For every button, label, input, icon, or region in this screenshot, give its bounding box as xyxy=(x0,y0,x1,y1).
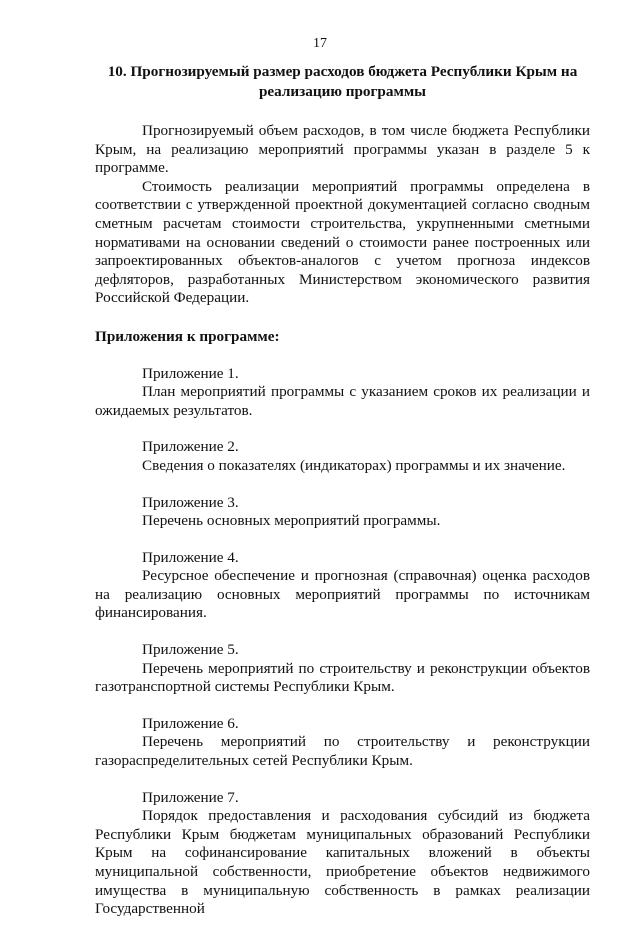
page-number: 17 xyxy=(313,36,327,51)
appendix-item-3 xyxy=(95,494,590,531)
appendix-item-6 xyxy=(95,715,590,771)
appendix-title: Приложение 6. xyxy=(142,714,239,732)
paragraph-expenditure-volume: Прогнозируемый объем расходов, в том числе бюджета Республики Крым, на реализацию мероприятий программы указан в разделе 5 к программе. xyxy=(95,122,590,177)
appendix-title: Приложение 2. xyxy=(142,438,239,456)
section-title xyxy=(95,62,590,102)
appendix-text: План мероприятий программы с указанием сроков их реализации и ожидаемых результатов. xyxy=(95,383,590,419)
appendix-title: Приложение 1. xyxy=(142,364,239,382)
appendix-item-4 xyxy=(95,549,590,623)
appendix-text: Ресурсное обеспечение и прогнозная (справочная) оценка расходов на реализацию основных мероприятий программы по источникам финансирования. xyxy=(95,567,590,622)
appendix-title: Приложение 4. xyxy=(142,548,239,566)
appendix-item-5 xyxy=(95,641,590,697)
appendix-title: Приложение 7. xyxy=(142,788,239,806)
appendix-text: Перечень основных мероприятий программы. xyxy=(142,512,441,530)
paragraph-cost-determination: Стоимость реализации мероприятий программы определена в соответствии с утвержденной проектной документацией согласно сводным сметным расчетам стоимости строительства, укрупненными сметными нормативами на основании сведений о стоимости ранее построенных или запроектированных объектов-аналогов с учетом прогноза индексов дефляторов, разработанных Министерством экономического развития Российской Федерации. xyxy=(95,177,590,307)
section-title-line-1: 10. Прогнозируемый размер расходов бюджета Республики Крым на xyxy=(107,63,578,80)
appendix-title: Приложение 3. xyxy=(142,493,239,511)
appendix-item-2 xyxy=(95,438,590,475)
appendix-text: Перечень мероприятий по строительству и реконструкции газораспределительных сетей Республики Крым. xyxy=(95,733,590,770)
appendices-heading: Приложения к программе: xyxy=(95,327,280,345)
appendix-text: Сведения о показателях (индикаторах) программы и их значение. xyxy=(142,456,566,474)
section-title-line-2: реализацию программы xyxy=(258,83,427,100)
appendix-text: Перечень мероприятий по строительству и реконструкции объектов газотранспортной системы Республики Крым. xyxy=(95,659,590,696)
appendix-text: Порядок предоставления и расходования субсидий из бюджета Республики Крым бюджетам муниципальных образований Республики Крым на софинансирование капитальных вложений в объекты муниципальной собственности, приобретение объектов недвижимого имущества в муниципальную собственность в рамках реализации Государственной xyxy=(95,807,590,918)
appendix-item-1 xyxy=(95,365,590,421)
appendix-item-7 xyxy=(95,789,590,919)
appendix-title: Приложение 5. xyxy=(142,641,239,659)
document-body xyxy=(95,62,590,937)
